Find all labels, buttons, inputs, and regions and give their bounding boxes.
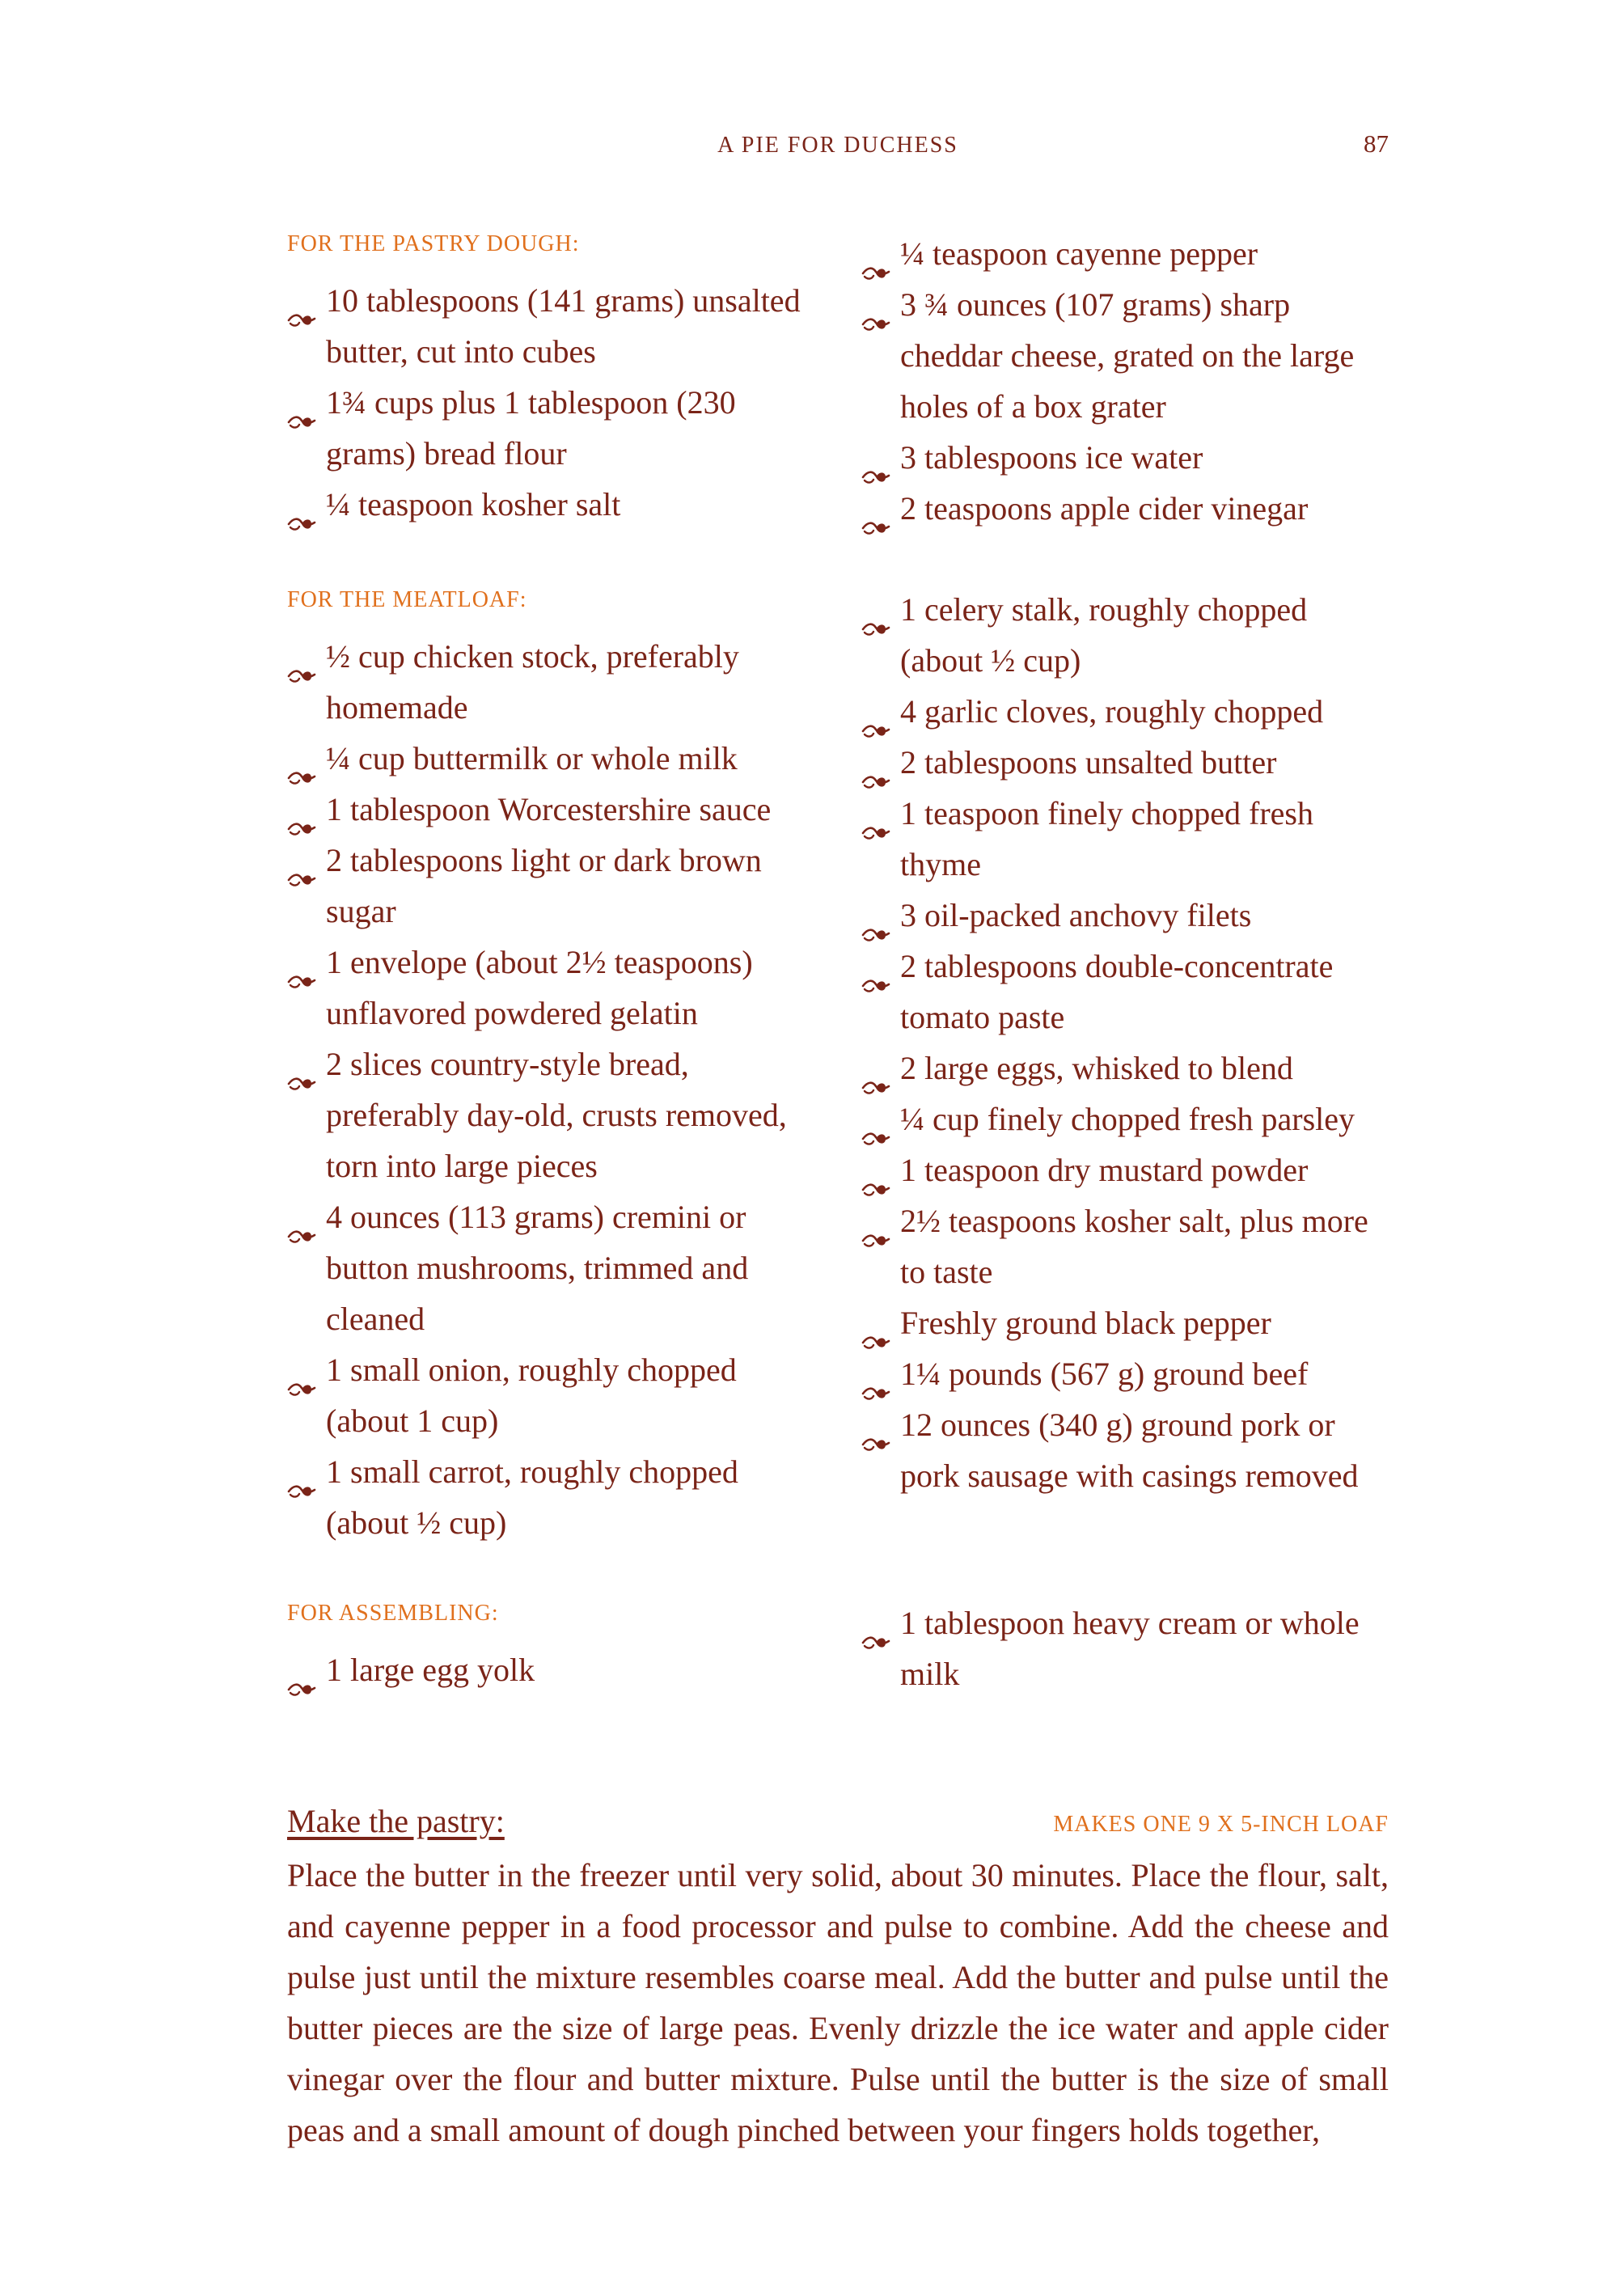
ingredient-item xyxy=(861,1297,1395,1348)
fleuron-icon xyxy=(861,907,890,925)
ingredient-item xyxy=(861,483,1395,534)
yield-note: MAKES ONE 9 X 5-INCH LOAF xyxy=(1053,1812,1389,1837)
ingredient-text: 4 ounces (113 grams) cremini or button mushrooms, trimmed and cleaned xyxy=(326,1199,749,1337)
ingredient-item xyxy=(861,1144,1395,1195)
running-head xyxy=(287,129,1389,162)
assembling-right-column xyxy=(861,1597,1395,1699)
fleuron-icon xyxy=(861,1417,890,1435)
ingredient-item xyxy=(861,788,1395,890)
ingredient-item xyxy=(861,1094,1395,1144)
ingredient-item xyxy=(861,941,1395,1043)
ingredient-text: ¼ teaspoon cayenne pepper xyxy=(900,235,1258,272)
ingredient-text: ¼ cup finely chopped fresh parsley xyxy=(900,1101,1355,1137)
ingredient-item xyxy=(861,1597,1395,1699)
ingredient-text: 1¾ cups plus 1 tablespoon (230 grams) bread flour xyxy=(326,384,736,472)
ingredient-item xyxy=(287,377,813,479)
ingredient-text: 10 tablespoons (141 grams) unsalted butter, cut into cubes xyxy=(326,282,801,370)
ingredient-text: 1 teaspoon dry mustard powder xyxy=(900,1152,1309,1188)
assembling-section xyxy=(287,1597,1389,1743)
fleuron-icon xyxy=(861,1060,890,1078)
ingredient-item xyxy=(287,733,813,784)
ingredient-text: ¼ teaspoon kosher salt xyxy=(326,486,621,522)
ingredient-item xyxy=(287,784,813,835)
ingredient-item xyxy=(287,631,813,733)
ingredient-text: 2 teaspoons apple cider vinegar xyxy=(900,490,1309,527)
ingredient-text: 1 small carrot, roughly chopped (about ½ cup) xyxy=(326,1453,738,1541)
ingredient-text: 4 garlic cloves, roughly chopped xyxy=(900,693,1324,730)
fleuron-icon xyxy=(287,293,316,311)
ingredient-item xyxy=(861,1195,1395,1297)
ingredient-list xyxy=(861,584,1395,1501)
fleuron-icon xyxy=(861,450,890,467)
pastry-heading: FOR THE PASTRY DOUGH: xyxy=(287,231,580,256)
fleuron-icon xyxy=(287,1662,316,1680)
pastry-left-column xyxy=(287,228,813,530)
meatloaf-left-column xyxy=(287,584,813,1548)
ingredient-item xyxy=(861,686,1395,737)
page-number: 87 xyxy=(1364,129,1389,158)
fleuron-icon xyxy=(861,1366,890,1384)
fleuron-icon xyxy=(861,755,890,772)
meatloaf-section xyxy=(287,584,1389,1555)
ingredient-text: 3 ¾ ounces (107 grams) sharp cheddar cheese, grated on the large holes of a box grater xyxy=(900,286,1355,425)
ingredient-list xyxy=(861,1597,1395,1699)
ingredient-text: 1 tablespoon heavy cream or whole milk xyxy=(900,1605,1360,1692)
ingredient-text: Freshly ground black pepper xyxy=(900,1305,1271,1341)
fleuron-icon xyxy=(861,246,890,264)
fleuron-icon xyxy=(861,501,890,518)
ingredient-item xyxy=(861,228,1395,279)
ingredient-text: ¼ cup buttermilk or whole milk xyxy=(326,740,738,776)
assembling-heading: FOR ASSEMBLING: xyxy=(287,1601,499,1626)
ingredient-text: 3 tablespoons ice water xyxy=(900,439,1203,476)
fleuron-icon xyxy=(861,1315,890,1333)
fleuron-icon xyxy=(287,751,316,768)
ingredient-item xyxy=(287,1191,813,1344)
ingredient-text: 1 small onion, roughly chopped (about 1 cup) xyxy=(326,1352,737,1439)
ingredient-item xyxy=(861,1348,1395,1399)
fleuron-icon xyxy=(287,954,316,972)
fleuron-icon xyxy=(861,1111,890,1129)
ingredient-item xyxy=(287,479,813,530)
ingredient-list xyxy=(861,228,1395,534)
ingredient-text: 2½ teaspoons kosher salt, plus more to taste xyxy=(900,1203,1368,1290)
ingredient-item xyxy=(861,890,1395,941)
ingredient-text: ½ cup chicken stock, preferably homemade xyxy=(326,638,739,726)
fleuron-icon xyxy=(287,1362,316,1380)
ingredient-text: 2 large eggs, whisked to blend xyxy=(900,1050,1293,1086)
fleuron-icon xyxy=(287,1056,316,1074)
ingredient-item xyxy=(287,835,813,937)
ingredient-item xyxy=(287,1344,813,1446)
ingredient-text: 1 celery stalk, roughly chopped (about ½ cup) xyxy=(900,591,1308,679)
ingredient-item xyxy=(287,275,813,377)
ingredient-item xyxy=(287,1039,813,1191)
ingredient-text: 1¼ pounds (567 g) ground beef xyxy=(900,1356,1309,1392)
ingredient-text: 3 oil-packed anchovy filets xyxy=(900,897,1252,933)
ingredient-text: 2 tablespoons light or dark brown sugar xyxy=(326,842,762,929)
ingredient-list xyxy=(287,275,813,530)
ingredient-list xyxy=(287,1644,813,1695)
method-heading: Make the pastry: xyxy=(287,1803,505,1839)
ingredient-text: 1 large egg yolk xyxy=(326,1652,535,1688)
fleuron-icon xyxy=(287,395,316,412)
fleuron-icon xyxy=(861,297,890,315)
pastry-right-column xyxy=(861,228,1395,534)
fleuron-icon xyxy=(287,1209,316,1227)
fleuron-icon xyxy=(861,1162,890,1180)
fleuron-icon xyxy=(287,497,316,514)
fleuron-icon xyxy=(287,649,316,666)
fleuron-icon xyxy=(861,1213,890,1231)
ingredient-list xyxy=(287,631,813,1548)
fleuron-icon xyxy=(861,704,890,721)
method-body: Place the butter in the freezer until very solid, about 30 minutes. Place the flour, salt, and cayenne pepper in a food processor and pulse to combine. Add the cheese and pulse just until the mixture resembles coarse meal. Add the butter and pulse until the butter pieces are the size of large peas. Evenly drizzle the ice water and apple cider vinegar over the flour and butter mixture. Pulse until the butter is the size of small peas and a small amount of dough pinched between your fingers holds together, xyxy=(287,1857,1389,2148)
fleuron-icon xyxy=(861,958,890,976)
ingredient-text: 12 ounces (340 g) ground pork or pork sausage with casings removed xyxy=(900,1407,1359,1494)
assembling-left-column xyxy=(287,1597,813,1695)
pastry-section xyxy=(287,228,1389,552)
ingredient-item xyxy=(861,279,1395,432)
fleuron-icon xyxy=(287,852,316,870)
fleuron-icon xyxy=(287,1464,316,1482)
fleuron-icon xyxy=(861,806,890,823)
fleuron-icon xyxy=(861,1615,890,1633)
fleuron-icon xyxy=(287,802,316,819)
ingredient-item xyxy=(287,1644,813,1695)
ingredient-item xyxy=(861,584,1395,686)
ingredient-text: 2 tablespoons double-concentrate tomato paste xyxy=(900,948,1334,1035)
meatloaf-right-column xyxy=(861,584,1395,1501)
ingredient-item xyxy=(861,432,1395,483)
ingredient-text: 2 tablespoons unsalted butter xyxy=(900,744,1277,781)
ingredient-text: 2 slices country-style bread, preferably day-old, crusts removed, torn into large pieces xyxy=(326,1046,787,1184)
ingredient-text: 1 tablespoon Worcestershire sauce xyxy=(326,791,772,827)
ingredient-item xyxy=(861,1043,1395,1094)
ingredient-text: 1 envelope (about 2½ teaspoons) unflavored powdered gelatin xyxy=(326,944,753,1031)
ingredient-item xyxy=(287,937,813,1039)
ingredient-item xyxy=(287,1446,813,1548)
ingredient-item xyxy=(861,1399,1395,1501)
fleuron-icon xyxy=(861,602,890,620)
ingredient-text: 1 teaspoon finely chopped fresh thyme xyxy=(900,795,1313,882)
running-title: A PIE FOR DUCHESS xyxy=(717,133,958,158)
ingredient-item xyxy=(861,737,1395,788)
meatloaf-heading: FOR THE MEATLOAF: xyxy=(287,587,527,612)
